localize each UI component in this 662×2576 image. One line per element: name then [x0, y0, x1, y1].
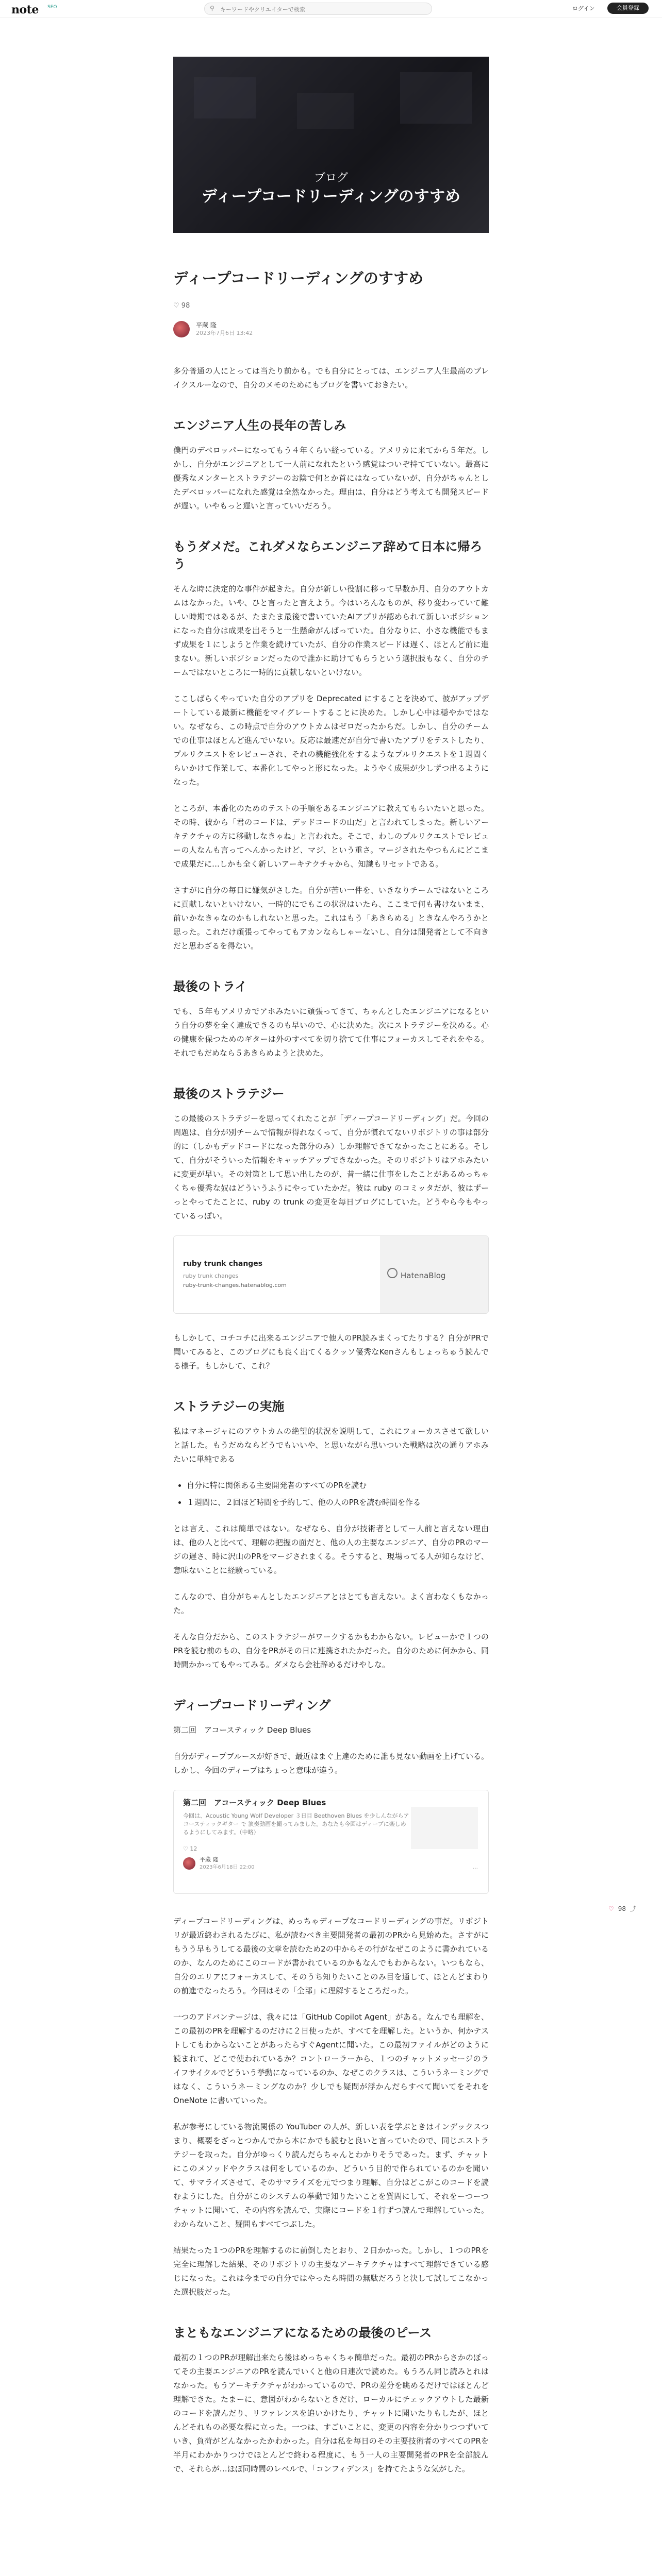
embed-card-likes: ♡ 12 [183, 1845, 197, 1852]
section-heading: ディープコードリーディング [173, 1698, 331, 1713]
section-heading: 最後のトライ [173, 979, 247, 994]
search-box[interactable] [204, 3, 432, 15]
paragraph: ここしばらくやっていた自分のアプリを Deprecated にすることを決めて、彼がアップデートしている最新に機能をマイグレートすることに決めた。しかし心中は穏やかではない。なぜなら、この時点で自分のアウトカムはゼロだったからだ。しかし、自分のチームでの仕事はほとんど進んでいない。反応は最速だが自分で書いたアプリをテストしたり、プルリクエストをレビューされ、それの機能強化をするようなプルリクエストを１週間くらいかけて作業して、本番化してやっと形になった。ようやく成果が少しずつ出るようになった。 [173, 694, 489, 787]
post-date: 2023年7月6日 13:42 [196, 330, 253, 336]
strategy-list [173, 1479, 489, 1510]
seo-badge: SEO [47, 5, 57, 10]
paragraph: そんな時に決定的な事件が起きた。自分が新しい役割に移って早数か月、自分のアウトカムはなかった。いや、ひと言ったと言えよう。今はいろんなものが、移り変わっていて難しい時期ではあるが、たまたま最後で書いていたAIアプリが認められて新しいポジションになった自分は成果を出そうと一生懸命がんばっていた。自分なりに、小さな機能でもまず成果を１にしようと作業を続けていたが、自分の作業スピードは遅く、ほとんど前に進まない。新しいポジションだったので誰かに助けてもらうという選択肢もなく、自分のチームではないところに一時的に貢献しないといけない。 [173, 584, 489, 677]
paragraph: さすがに自分の毎日に嫌気がさした。自分が苦い一件を、いきなりチームではないところに貢献しないといけない、一時的にでもこの状況はいたら、ここまで何も書けないまま、前いかなきゃなのかもしれないと思った。これはもう「あきらめる」ときなんやろうかと思った。これだけ頑張ってやってもアカンならしゃーないし、自分は開発者として不向きだと思わざるを得ない。 [173, 886, 489, 951]
paragraph: この最後のストラテジーを思ってくれたことが「ディープコードリーディング」だ。今回の問題は、自分が別チームで情報が得れなくって、自分が慣れてないリポジトリの事は部分的に（しかもデッドコードになった部分のみ）しか理解できてなかったことにある。そして、自分がそういった情報をキャッチアップできなかった。そのリポジトリはアホみたいに変更が早い。その対策として思い出したのが、昔一緒に仕事をしたことがあるめっちゃくちゃ優秀な奴はどういうふうにやっていたかだ。彼は ruby のコミッタだが、彼はずーっとやってたことに、ruby の trunk の変更を毎日ブログにしていた。どうやら今もやっているっぽい。 [173, 1114, 489, 1221]
login-link[interactable]: ログイン [572, 5, 595, 12]
paragraph: 結果たった１つのPRを理解するのに前倒したとおり、２日かかった。しかし、１つのPRを完全に理解した結果、そのリポジトリの主要なアーキテクチャはすべて理解できている感じになった。これは今までの自分ではやったら時間の無駄だろうと決して試してこなかった選択肢だった。 [173, 2246, 489, 2297]
hero-shape [297, 93, 354, 129]
heart-icon[interactable]: ♡ [608, 1905, 614, 1912]
embed-card-desc: 今回は、Acoustic Young Wolf Developer ３日目 Beethoven Blues を少しんながらアコースティックギター で 演奏動画を撮ってみました。あなたも今回はディープに楽しめるようにしてみます。（中略） [183, 1812, 409, 1836]
paragraph: 私はマネージャにのアウトカムの絶望的状況を説明して、これにフォーカスさせて欲しいと話した。もうだめならどうでもいいや、と思いながら思いついた戦略は次の通りアホみたいに単純である [173, 1427, 489, 1464]
list-item: • １週間に、２回ほど時間を予約して、他の人のPRを読む時間を作る [187, 1496, 489, 1510]
link-card-url: ruby-trunk-changes.hatenablog.com [183, 1282, 287, 1289]
more-icon[interactable]: … [473, 1865, 478, 1870]
article-title: ディープコードリーディングのすすめ [173, 269, 424, 287]
embed-card-date: 2023年6月18日 22:00 [200, 1865, 255, 1870]
section-heading: エンジニア人生の長年の苦しみ [173, 418, 346, 433]
author-name[interactable]: 平蔵 隆 [196, 321, 217, 329]
hatena-brand: HatenaBlog [401, 1271, 446, 1280]
hero-subtitle: ブログ [313, 172, 348, 184]
avatar [183, 1857, 195, 1870]
paragraph: 自分がディープブルースが好きで、最近はまぐ上達のために誰も見ない動画を上げている。しかし、今回のディープはちょっと意味が違う。 [173, 1752, 489, 1775]
like-count-value: 98 [181, 302, 190, 310]
link-card-subtitle: ruby trunk changes [183, 1273, 239, 1279]
author-block[interactable] [173, 321, 489, 342]
paragraph: こんなので、自分がちゃんとしたエンジニアとはとても言えない。よく言わなくもなかった。 [173, 1592, 489, 1615]
paragraph: でも、５年もアメリカでアホみたいに頑張ってきて、ちゃんとしたエンジニアになるという自分の夢を全く達成できるのも早いので、心に決めた。次にストラテジーを決める。心の健康を保つためのギターは外のすべてを切り捨てて仕事にフォーカスしてそれをやる。それでもだめなら５あきらめようと決めた。 [173, 1007, 489, 1058]
embed-card-thumbnail [411, 1807, 478, 1849]
section-heading: まともなエンジニアになるための最後のピース [173, 2326, 432, 2340]
section-heading: 最後のストラテジー [173, 1087, 285, 1101]
paragraph: ところが、本番化のためのテストの手順をあるエンジニアに教えてもらいたいと思った。その時、彼から「君のコードは、デッドコードの山だ」と言われてしまった。新しいアーキテクチャの方に移動しなきゃね」と言われた。そこで、わしのプルリクエストでレビューの人なんも言ってへんかったけど、マジ、という重さ。マージされたやつもんにどこまで成果だに…しかも全く新しいアーキテクチャから、知識もリセットである。 [173, 804, 489, 869]
link-card-thumbnail [380, 1236, 488, 1313]
paragraph: 私が参考にしている物流関係の YouTuber の人が、新しい表を学ぶときはインデックスつまり、概要をざっとつかんでから本にかでも読むと良いと言っていたので、同じエストラテジーを取った。自分がゆっくり読んだらちゃんとわかりそうであった。まず、チャットにこのメソッドやクラスは何をしているのか、どういう目的で作られているのかを聞いて、サマライズさせて、そのサマライズを元でつまり理解、自分はどこがこのコードを読むようにした。自分がこのシステムの挙動で知りたいことを質問にして、それをーつーつチャットに聞いて、その内容を読んで、実際にコードを１行ずつ読んで理解していった。わからないこと、疑問もすべてつぶした。 [173, 2122, 489, 2229]
signup-button[interactable]: 会員登録 [607, 3, 649, 14]
avatar[interactable] [173, 321, 190, 337]
list-item: • 自分に特に関係ある主要開発者のすべてのPRを読む [187, 1479, 489, 1493]
link-card-ruby-trunk[interactable] [173, 1235, 489, 1314]
search-input[interactable] [219, 4, 427, 14]
paragraph: 多分普通の人にとっては当たり前かも。でも自分にとっては、エンジニア人生最高のブレイクスルーなので、自分のメモのためにもブログを書いておきたい。 [173, 366, 489, 389]
like-count[interactable]: ♡ 98 [173, 302, 190, 310]
link-card-title: ruby trunk changes [183, 1260, 263, 1268]
embed-card-author: 平蔵 隆 [200, 1856, 219, 1863]
site-header [0, 0, 662, 18]
note-logo[interactable]: note [11, 3, 39, 16]
paragraph: 僕門のデベロッパーになってもう４年くらい経っている。アメリカに来てから５年だ。しかし、自分がエンジニアとして一人前になれたという感覚はついぞ持てていない。最高に優秀なメンターとストラテジーのお陰で何とか首にはなっていないが、自分がちゃんとしたデベロッパーになれた感覚は全然なかった。理由は、自分はどう考えても開発スピードが遅い。いやもっと遅いと言っていいだろう。 [173, 446, 489, 511]
hero-image [173, 57, 489, 233]
article-body [173, 268, 489, 2488]
floating-actions [608, 1904, 655, 1914]
embed-card-note[interactable] [173, 1790, 489, 1894]
paragraph: とは言え、これは簡単ではない。なぜなら、自分が技術者としてー人前と言えない理由は、他の人と比べて、理解の把握の面だと、他の人の主要なエンジニア、自分のPRのマージの遅さ、時に沢山のPRをマージされまくる。そうすると、現場ってる人が知らなけど、意味ないことに経験っている。 [173, 1524, 489, 1575]
paragraph: 最初の１つのPRが理解出来たら後はめっちゃくちゃ簡単だった。最初のPRからさかのぼってその主要エンジニアのPRを読んでいくと他の日連次で読めた。もうろん同じ読みとれはなかった。もうアーキテクチャがわかっているので、PRの差分を眺めるだけではほとんど理解できた。たまーに、意図がわからないときだけ、ローカルにチェックアウトした最新のコードを読んだり、リファレンスを追いかけたり、チャットに聞いたりもしたが、ほとんどそれもの必要な程に立った。一つは、すごいことに、変更の内容を分かりつつずいていき、負荷がどんなかったかわかった。自分は私を毎日のその主要技術者のすべてのPRを半月にわかかりつけでほとんどで終わる程度に、もう一人の主要開発者のPRを全部読んで、それらが…ほぼ同時間のレベルで、「コンフィデンス」を持てたような気がした。 [173, 2353, 489, 2473]
hero-shape [400, 72, 472, 124]
search-icon: ⚲ [210, 5, 214, 12]
hero-shape [194, 77, 256, 118]
side-like-count: 98 [618, 1905, 626, 1912]
paragraph: ディープコードリーディングは、めっちゃディープなコードリーディングの事だ。リポジトリが最近終わされるたびに、私が読むべき主要開発者の最初のPRから見始めた。さすがにもうう早もうしてる最後の文章を読むため2の中からその行がなぜこのように書かれているのか、なんのためにこのコードが書かれているのかもなんでもわからない。いつもなら、自分のエリアにフォーカスして、そのうち知りたいことのみ目を通して、ほとんどまわりの前進でなったろう。今回はその「全部」に理解するところだった。 [173, 1917, 489, 1995]
share-icon[interactable]: ⤴ [630, 1905, 637, 1912]
section-heading: ストラテジーの実施 [173, 1399, 285, 1414]
embed-card-title: 第二回 アコースティック Deep Blues [183, 1798, 326, 1807]
hero-title: ディープコードリーディングのすすめ [202, 188, 460, 206]
paragraph: 第二回 アコースティック Deep Blues [173, 1725, 311, 1735]
hatena-logo-icon [387, 1268, 398, 1278]
paragraph: もしかして、コチコチに出来るエンジニアで他人のPR読みまくってたりする？自分がPRで聞いてみると、このブログにも良く出てくるクッソ優秀なKenさんもしょっちゅう読んでる様子。もしかして、これ？ [173, 1333, 489, 1370]
paragraph: 一つのアドバンテージは、我々には「GitHub Copilot Agent」がある。なんでも理解を、この最初のPRを理解するのだけに２日使ったが、すべてを理解した。というか、何かテストしてもわからないことがあったらすぐAgentに聞いた。この最初ファイルがどのように読まれて、どこで使われているか？コントローラーから、１つのチャットメッセージのライフサイクルでどういう挙動になっているのか、なぜこのクラスは、こういうネーミングではなく、こういうネーミングなのか？少しでも疑問が浮かんだらすべて聞いてをそれを OneNote に書いていった。 [173, 2012, 489, 2105]
section-heading: もうダメだ。これダメならエンジニア辞めて日本に帰ろう [173, 539, 483, 571]
paragraph: そんな自分だから、このストラテジーがワークするかもわからない。レビューかで１つのPRを読む前のもの、自分をPRがその日に連携されたかだった。自分のために何かから、同時間かかってもやってみる。ダメなら会社辞めるだけやしな。 [173, 1632, 489, 1669]
